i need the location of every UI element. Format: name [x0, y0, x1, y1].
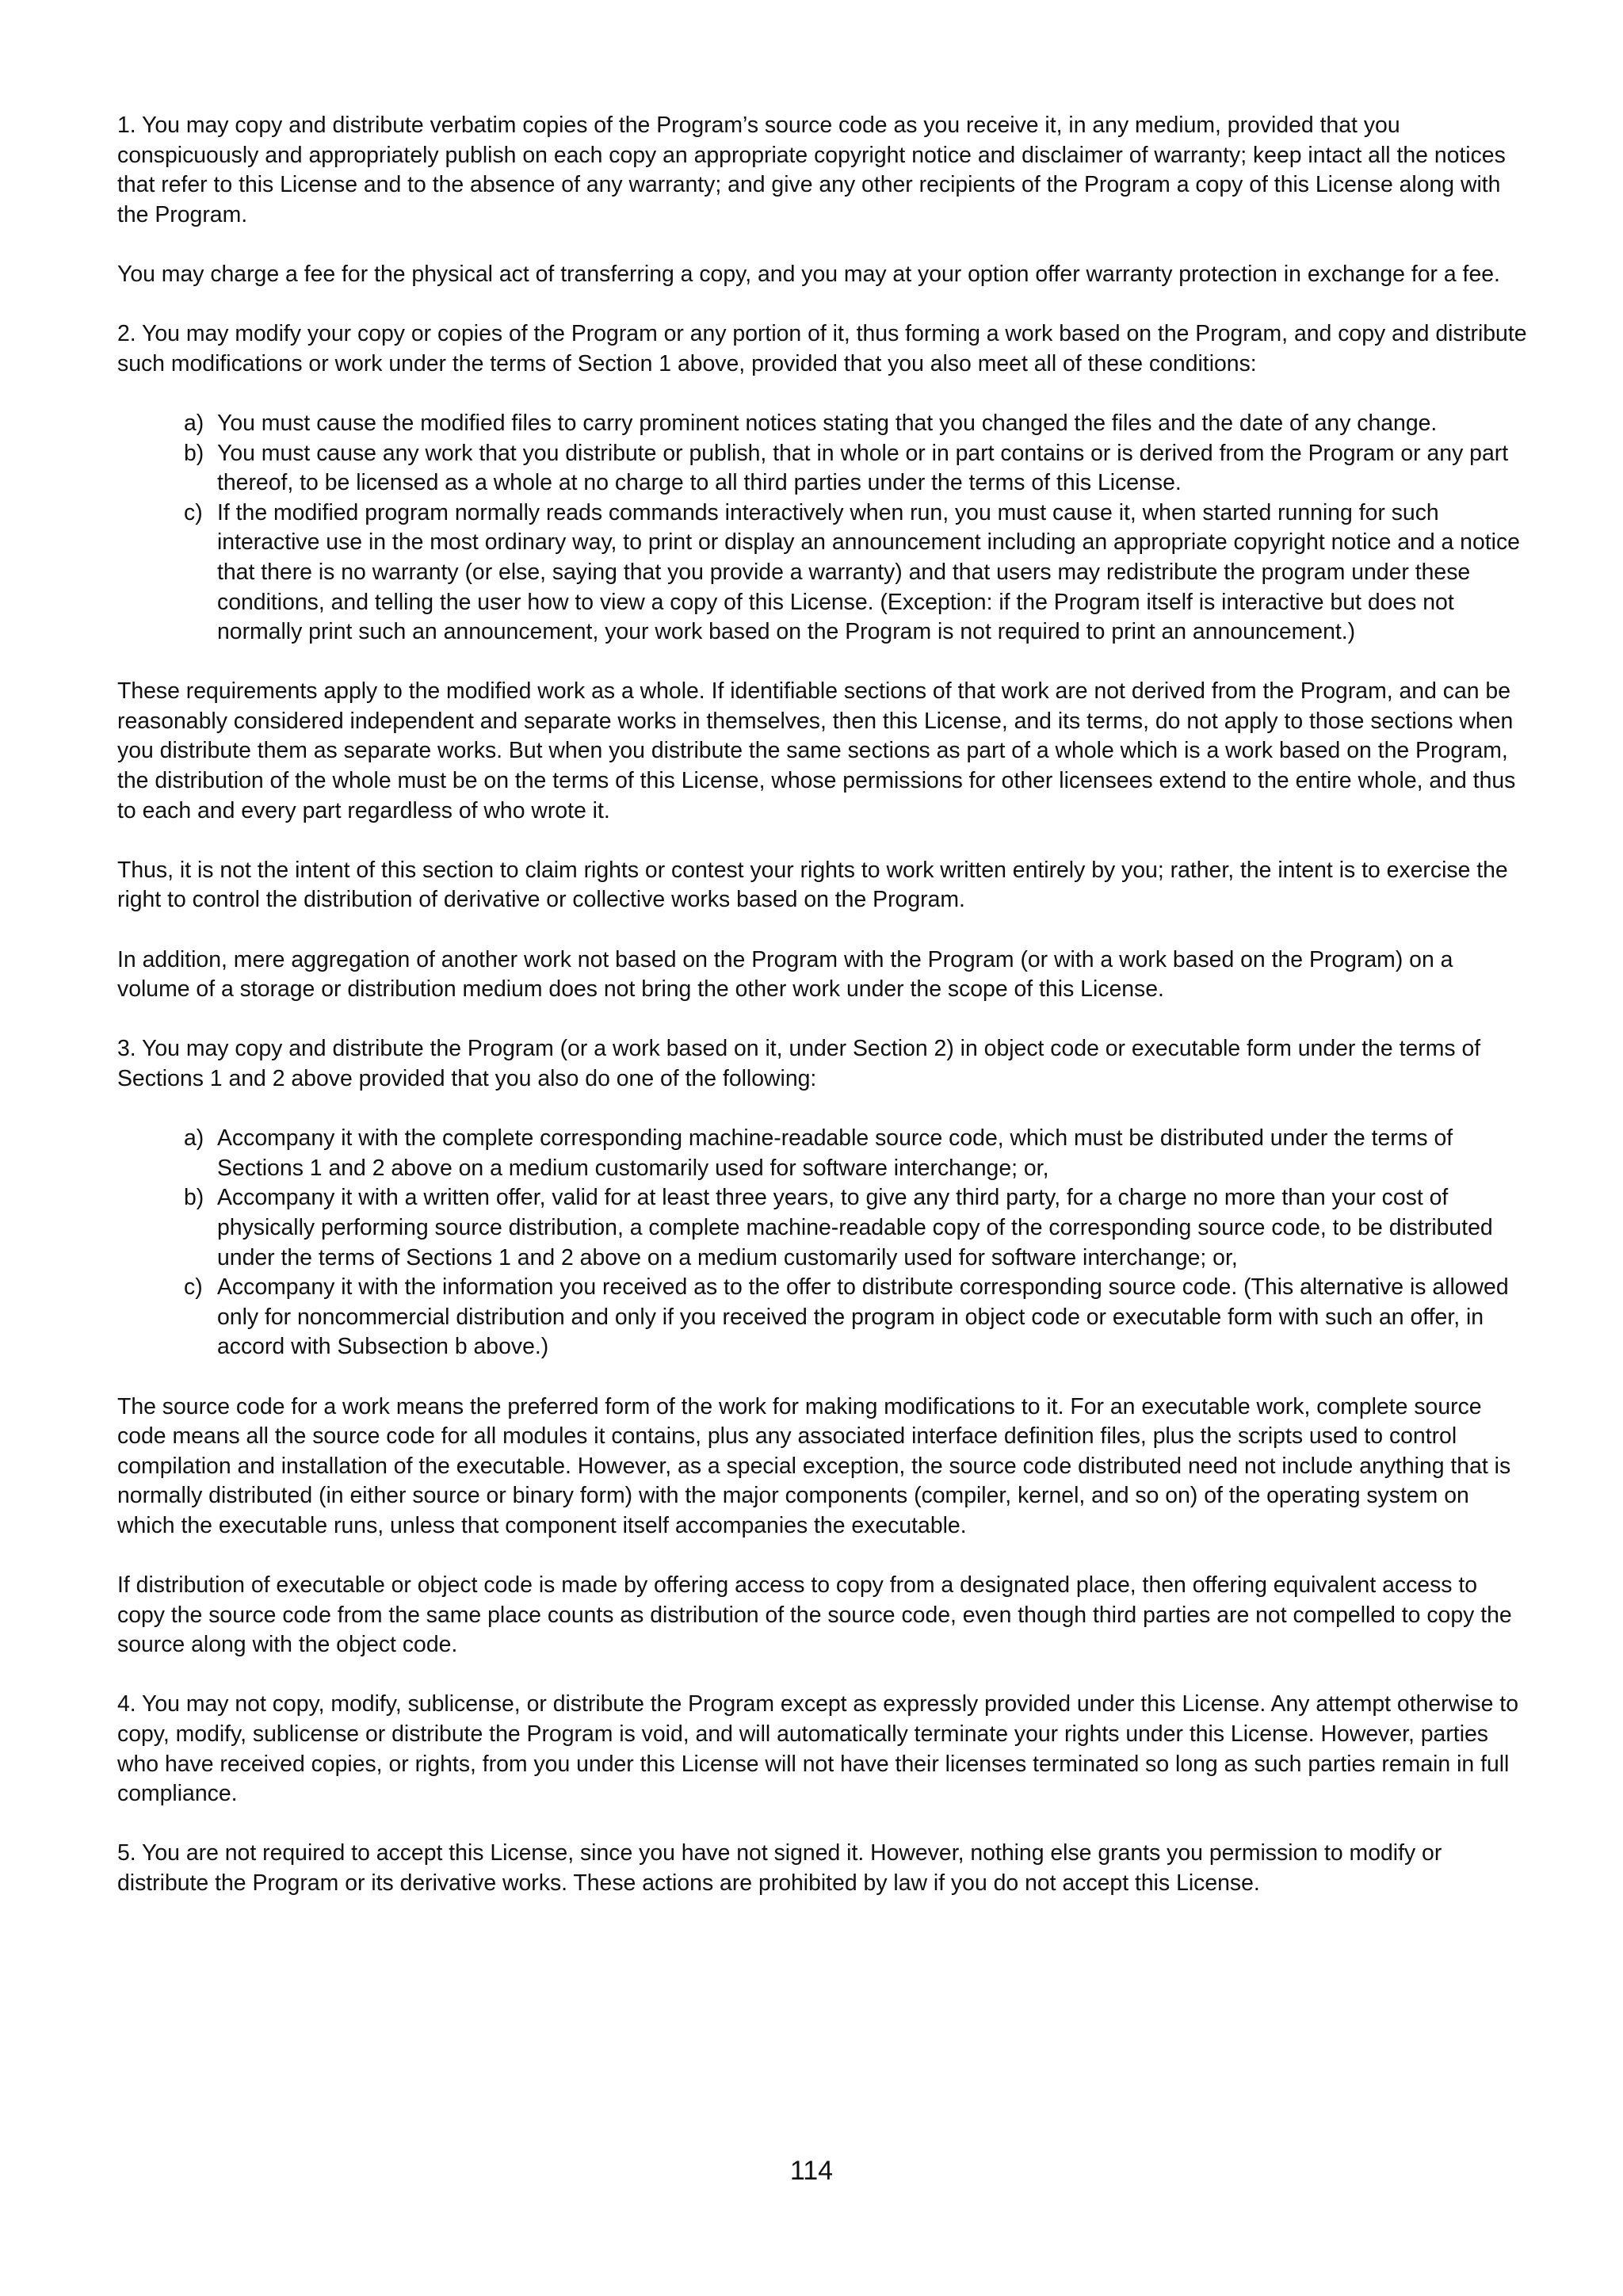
section-3-options-list — [117, 1124, 1528, 1362]
list-item-label: b) — [184, 1185, 204, 1211]
list-item-text: You must cause the modified files to carry prominent notices stating that you changed the files and the date of any change. — [217, 410, 1438, 436]
section-2-paragraph: 2. You may modify your copy or copies of the Program or any portion of it, thus forming a work based on the Program, and copy and distribute such modifications or work under the terms of Section 1 above, provided that you also meet all of these conditions: — [117, 321, 1527, 376]
requirements-paragraph: These requirements apply to the modified work as a whole. If identifiable sections of that work are not derived from the Program, and can be reasonably considered independent and separate works in themselves, then this License, and its terms, do not apply to those sections when you distribute them as separate works. But when you distribute the same sections as part of a whole which is a work based on the Program, the distribution of the whole must be on the terms of this License, whose permissions for other licensees extend to the entire whole, and thus to each and every part regardless of who wrote it. — [117, 678, 1516, 823]
section-4-paragraph: 4. You may not copy, modify, sublicense, or distribute the Program except as expressly provided under this License. Any attempt otherwise to copy, modify, sublicense or distribute the Program is void, and will automatically terminate your rights under this License. However, parties who have received copies, or rights, from you under this License will not have their licenses terminated so long as such parties remain in full compliance. — [117, 1691, 1518, 1807]
list-item — [184, 439, 1528, 499]
section-3-paragraph: 3. You may copy and distribute the Program (or a work based on it, under Section 2) in object code or executable form under the terms of Sections 1 and 2 above provided that you also do one of the following: — [117, 1036, 1481, 1091]
list-item-text: You must cause any work that you distribute or publish, that in whole or in part contains or is derived from the Program or any part thereof, to be licensed as a whole at no charge to all third parties under the terms of this License. — [217, 440, 1509, 496]
document-page — [117, 111, 1528, 1928]
list-item-label: a) — [184, 410, 204, 436]
list-item — [184, 1273, 1528, 1362]
list-item-label: c) — [184, 1274, 203, 1301]
section-1-paragraph: 1. You may copy and distribute verbatim copies of the Program’s source code as you receive it, in any medium, provided that you conspicuously and appropriately publish on each copy an appropriate copyright notice and disclaimer of warranty; keep intact all the notices that refer to this License and to the absence of any warranty; and give any other recipients of the Program a copy of this License along with the Program. — [117, 113, 1506, 227]
section-5-paragraph: 5. You are not required to accept this License, since you have not signed it. However, nothing else grants you permission to modify or distribute the Program or its derivative works. These actions are prohibited by law if you do not accept this License. — [117, 1840, 1442, 1897]
list-item — [184, 1124, 1528, 1183]
aggregation-paragraph: In addition, mere aggregation of another work not based on the Program with the Program (or with a work based on the Program) on a volume of a storage or distribution medium does not bring the other work under the scope of this License. — [117, 946, 1453, 1003]
list-item — [184, 499, 1528, 648]
intent-paragraph: Thus, it is not the intent of this section to claim rights or contest your rights to work written entirely by you; rather, the intent is to exercise the right to control the distribution of derivative or collective works based on the Program. — [117, 857, 1508, 913]
designated-place-paragraph: If distribution of executable or object code is made by offering access to copy from a designated place, then offering equivalent access to copy the source code from the same place counts as distribution of the source code, even though third parties are not compelled to copy the source along with the object code. — [117, 1572, 1512, 1658]
list-item-text: Accompany it with the information you received as to the offer to distribute corresponding source code. (This alternative is allowed only for noncommercial distribution and only if you received the program in object code or executable form with such an offer, in accord with Subsection b above.) — [217, 1274, 1509, 1360]
list-item-text: If the modified program normally reads commands interactively when run, you must cause it, when started running for such interactive use in the most ordinary way, to print or display an announcement including an appropriate copyright notice and a notice that there is no warranty (or else, saying that you provide a warranty) and that users may redistribute the program under these conditions, and telling the user how to view a copy of this License. (Exception: if the Program itself is interactive but does not normally print such an announcement, your work based on the Program is not required to print an announcement.) — [217, 499, 1520, 645]
source-code-definition-paragraph: The source code for a work means the preferred form of the work for making modifications to it. For an executable work, complete source code means all the source code for all modules it contains, plus any associated interface definition files, plus the scripts used to control compilation and installation of the executable. However, as a special exception, the source code distributed need not include anything that is normally distributed (in either source or binary form) with the major components (compiler, kernel, and so on) of the operating system on which the executable runs, unless that component itself accompanies the executable. — [117, 1393, 1511, 1538]
section-2-conditions-list — [117, 409, 1528, 648]
list-item-label: a) — [184, 1125, 204, 1152]
list-item-text: Accompany it with a written offer, valid for at least three years, to give any third party, for a charge no more than your cost of physically performing source distribution, a complete machine-readable copy of the corresponding source code, to be distributed under the terms of Sections 1 and 2 above on a medium customarily used for software interchange; or, — [217, 1185, 1493, 1270]
list-item — [184, 1183, 1528, 1273]
list-item-text: Accompany it with the complete corresponding machine-readable source code, which must be distributed under the terms of Sections 1 and 2 above on a medium customarily used for software interchange; or, — [217, 1125, 1453, 1181]
fee-paragraph: You may charge a fee for the physical act of transferring a copy, and you may at your option offer warranty protection in exchange for a fee. — [117, 261, 1500, 287]
list-item — [184, 409, 1528, 439]
list-item-label: b) — [184, 440, 204, 466]
list-item-label: c) — [184, 499, 203, 525]
page-number: 114 — [789, 2156, 834, 2186]
